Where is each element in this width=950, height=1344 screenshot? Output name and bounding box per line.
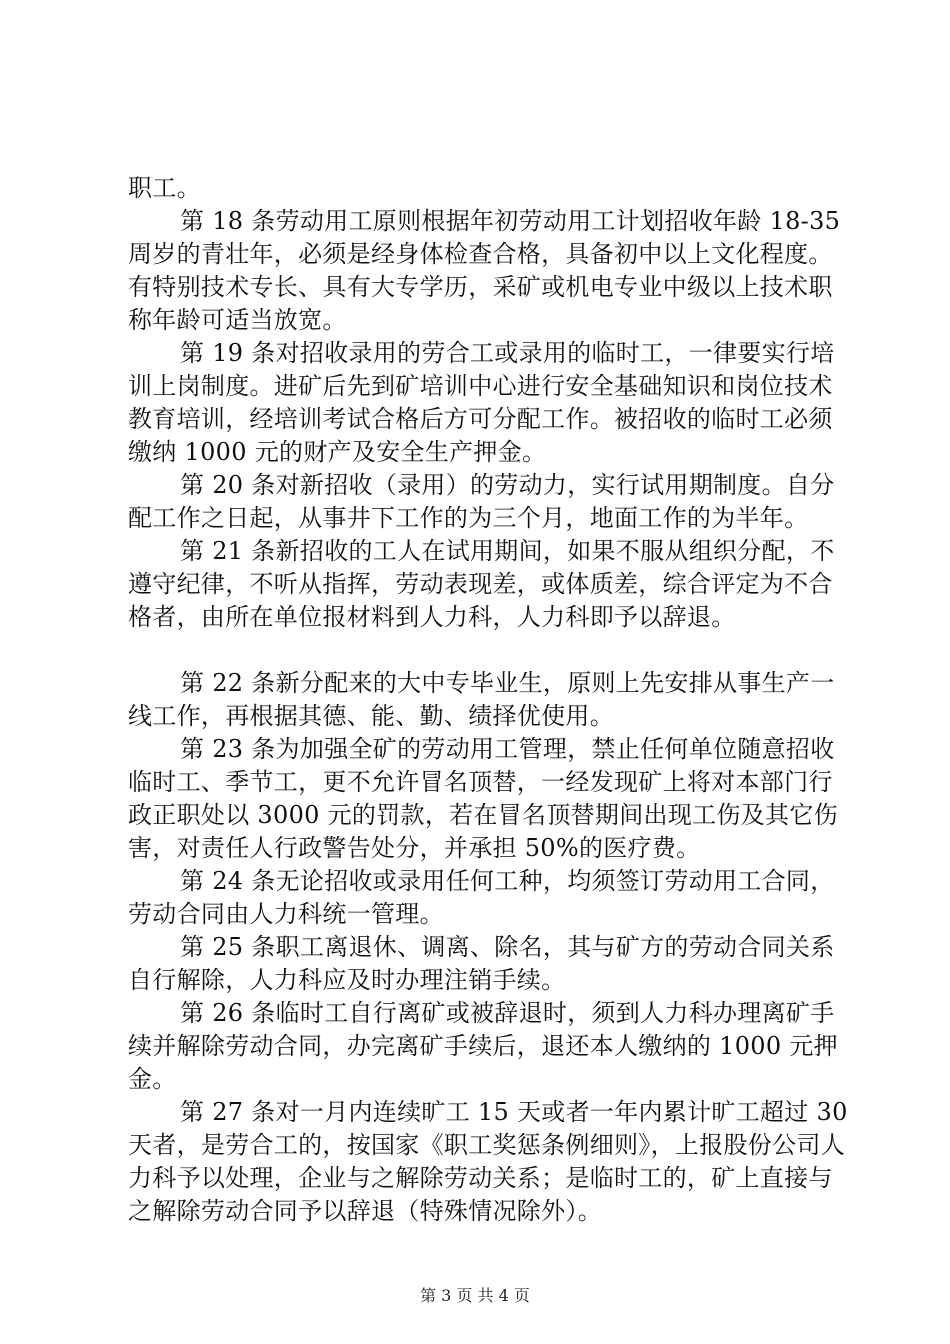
paragraph-article-27: 第 27 条对一月内连续旷工 15 天或者一年内累计旷工超过 30 天者，是劳合工的，按国家《职工奖惩条例细则》，上报股份公司人力科予以处理，企业与之解除劳动关系；是临时工的，矿上直接与之解除劳动合同予以辞退（特殊情况除外）。 [128, 1098, 856, 1225]
paragraph: 职工。 [128, 174, 201, 202]
paragraph-article-25: 第 25 条职工离退休、调离、除名，其与矿方的劳动合同关系自行解除，人力科应及时办理注销手续。 [128, 933, 835, 994]
paragraph-article-23: 第 23 条为加强全矿的劳动用工管理，禁止任何单位随意招收临时工、季节工，更不允许冒名顶替，一经发现矿上将对本部门行政正职处以 3000 元的罚款，若在冒名顶替期间出现工伤及其它伤害，对责任人行政警告处分，并承担 50%的医疗费。 [128, 735, 838, 862]
paragraph-article-24: 第 24 条无论招收或录用任何工种，均须签订劳动用工合同，劳动合同由人力科统一管理。 [128, 867, 835, 928]
paragraph-article-19: 第 19 条对招收录用的劳合工或录用的临时工，一律要实行培训上岗制度。进矿后先到矿培训中心进行安全基础知识和岗位技术教育培训，经培训考试合格后方可分配工作。被招收的临时工必须缴纳 1000 元的财产及安全生产押金。 [128, 339, 835, 466]
document-body [128, 172, 856, 1228]
paragraph-article-26: 第 26 条临时工自行离矿或被辞退时，须到人力科办理离矿手续并解除劳动合同，办完离矿手续后，退还本人缴纳的 1000 元押金。 [128, 999, 838, 1093]
page-number-footer: 第 3 页 共 4 页 [420, 1286, 530, 1305]
paragraph-article-18: 第 18 条劳动用工原则根据年初劳动用工计划招收年龄 18-35 周岁的青壮年，必须是经身体检查合格，具备初中以上文化程度。有特别技术专长、具有大专学历，采矿或机电专业中级以上技术职称年龄可适当放宽。 [128, 207, 849, 334]
paragraph-article-20: 第 20 条对新招收（录用）的劳动力，实行试用期制度。自分配工作之日起，从事井下工作的为三个月，地面工作的为半年。 [128, 471, 835, 532]
paragraph-article-22: 第 22 条新分配来的大中专毕业生，原则上先安排从事生产一线工作，再根据其德、能、勤、绩择优使用。 [128, 669, 835, 730]
paragraph-article-21: 第 21 条新招收的工人在试用期间，如果不服从组织分配，不遵守纪律，不听从指挥，劳动表现差，或体质差，综合评定为不合格者，由所在单位报材料到人力科，人力科即予以辞退。 [128, 537, 835, 631]
